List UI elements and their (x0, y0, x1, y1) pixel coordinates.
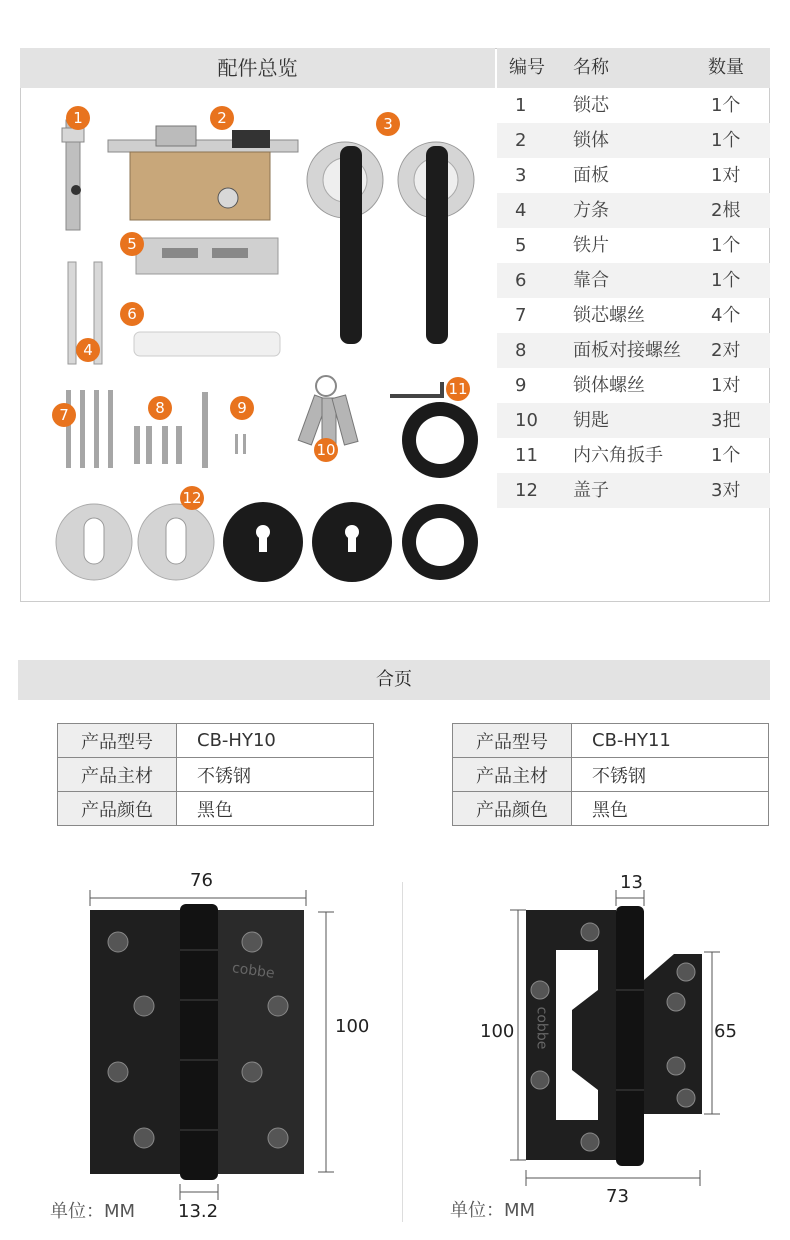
part-qty: 4个 (711, 305, 741, 326)
spec-value: CB-HY11 (572, 724, 769, 758)
part-qty: 1个 (711, 270, 741, 291)
unit-label-right: 单位：MM (450, 1200, 536, 1221)
part-qty: 1对 (711, 165, 741, 186)
unit-label-left: 单位：MM (50, 1201, 136, 1222)
spec-key: 产品主材 (453, 758, 572, 792)
spindle-1 (68, 262, 76, 364)
part-name: 铁片 (573, 235, 609, 256)
strike-plate (136, 238, 278, 274)
callout-10: 10 (314, 438, 338, 462)
parts-table-header (497, 48, 770, 88)
callout-2: 2 (210, 106, 234, 130)
parts-row (497, 298, 770, 333)
cover-row-top (402, 402, 478, 478)
part-no: 4 (515, 200, 527, 221)
dim-knuckle-13: 13 (620, 872, 643, 893)
callout-9: 9 (230, 396, 254, 420)
part-qty: 1对 (711, 375, 741, 396)
spec-key: 产品型号 (453, 724, 572, 758)
part-no: 5 (515, 235, 527, 256)
callout-1: 1 (66, 106, 90, 130)
parts-row (497, 228, 770, 263)
callout-4: 4 (76, 338, 100, 362)
part-qty: 1个 (711, 235, 741, 256)
spec-value: CB-HY10 (177, 724, 374, 758)
part-qty: 3把 (711, 410, 741, 431)
hinge-divider (402, 882, 403, 1222)
dim-width-73: 73 (606, 1186, 629, 1207)
dim-height-100-right: 100 (480, 1021, 515, 1042)
part-qty: 1个 (711, 130, 741, 151)
hinge-leaf-right (216, 910, 304, 1174)
part-no: 2 (515, 130, 527, 151)
dim-height-100: 100 (335, 1016, 370, 1037)
dim-width-76: 76 (190, 870, 213, 891)
part-name: 钥匙 (573, 410, 609, 431)
part-no: 7 (515, 305, 527, 326)
callout-8: 8 (148, 396, 172, 420)
callout-5: 5 (120, 232, 144, 256)
hinge-knuckle (180, 904, 218, 1180)
parts-row (497, 263, 770, 298)
part-name: 锁芯螺丝 (573, 305, 645, 326)
brand-mark-right: cobbe (533, 1006, 550, 1050)
callout-7: 7 (52, 403, 76, 427)
part-no: 3 (515, 165, 527, 186)
parts-row (497, 88, 770, 123)
spec-value: 黑色 (572, 792, 769, 826)
part-no: 11 (515, 445, 538, 466)
col-no: 编号 (509, 57, 545, 78)
spec-value: 不锈钢 (177, 758, 374, 792)
brand-mark-left: cobbe (231, 960, 276, 982)
hinge-section-title: 合页 (18, 660, 770, 700)
part-no: 10 (515, 410, 538, 431)
parts-row (497, 123, 770, 158)
callout-3: 3 (376, 112, 400, 136)
part-name: 面板对接螺丝 (573, 340, 681, 361)
hinge-hy10-drawing (80, 880, 380, 1210)
dim-wing-65: 65 (714, 1021, 737, 1042)
part-qty: 3对 (711, 480, 741, 501)
spec-row (453, 758, 769, 792)
spec-row (453, 792, 769, 826)
part-qty: 1个 (711, 95, 741, 116)
parts-row (497, 403, 770, 438)
cover-row-bottom (56, 502, 478, 582)
spec-key: 产品主材 (58, 758, 177, 792)
parts-photo (22, 90, 494, 600)
dim-knuckle-13-2: 13.2 (178, 1201, 219, 1222)
spec-key: 产品型号 (58, 724, 177, 758)
handle-left (307, 142, 383, 344)
part-name: 方条 (573, 200, 609, 221)
spec-table-right (452, 723, 769, 826)
spec-table-left (57, 723, 374, 826)
keeper (134, 332, 280, 356)
lock-cylinder (62, 120, 84, 230)
parts-row (497, 193, 770, 228)
hex-wrench (390, 382, 442, 396)
parts-row (497, 368, 770, 403)
part-name: 锁芯 (573, 95, 609, 116)
callout-6: 6 (120, 302, 144, 326)
part-qty: 2根 (711, 200, 741, 221)
cylinder-screws (66, 390, 113, 468)
parts-row (497, 333, 770, 368)
callout-12: 12 (180, 486, 204, 510)
part-no: 6 (515, 270, 527, 291)
col-qty: 数量 (708, 57, 744, 78)
part-name: 锁体螺丝 (573, 375, 645, 396)
part-qty: 2对 (711, 340, 741, 361)
part-name: 面板 (573, 165, 609, 186)
parts-row (497, 438, 770, 473)
part-no: 12 (515, 480, 538, 501)
lock-body-screws (235, 434, 246, 454)
handle-right (398, 142, 474, 344)
part-name: 盖子 (573, 480, 609, 501)
spec-value: 不锈钢 (572, 758, 769, 792)
spec-row (58, 724, 374, 758)
lock-body (108, 126, 298, 220)
part-qty: 1个 (711, 445, 741, 466)
callout-11: 11 (446, 377, 470, 401)
spec-row (453, 724, 769, 758)
part-no: 9 (515, 375, 527, 396)
col-name: 名称 (573, 57, 609, 78)
part-name: 靠合 (573, 270, 609, 291)
part-no: 8 (515, 340, 527, 361)
spec-key: 产品颜色 (453, 792, 572, 826)
parts-row (497, 473, 770, 508)
parts-row (497, 158, 770, 193)
overview-title: 配件总览 (20, 48, 495, 88)
part-no: 1 (515, 95, 527, 116)
spec-value: 黑色 (177, 792, 374, 826)
part-name: 锁体 (573, 130, 609, 151)
spec-row (58, 758, 374, 792)
spec-row (58, 792, 374, 826)
part-name: 内六角扳手 (573, 445, 663, 466)
spec-key: 产品颜色 (58, 792, 177, 826)
hinge-knuckle-2 (616, 906, 644, 1166)
